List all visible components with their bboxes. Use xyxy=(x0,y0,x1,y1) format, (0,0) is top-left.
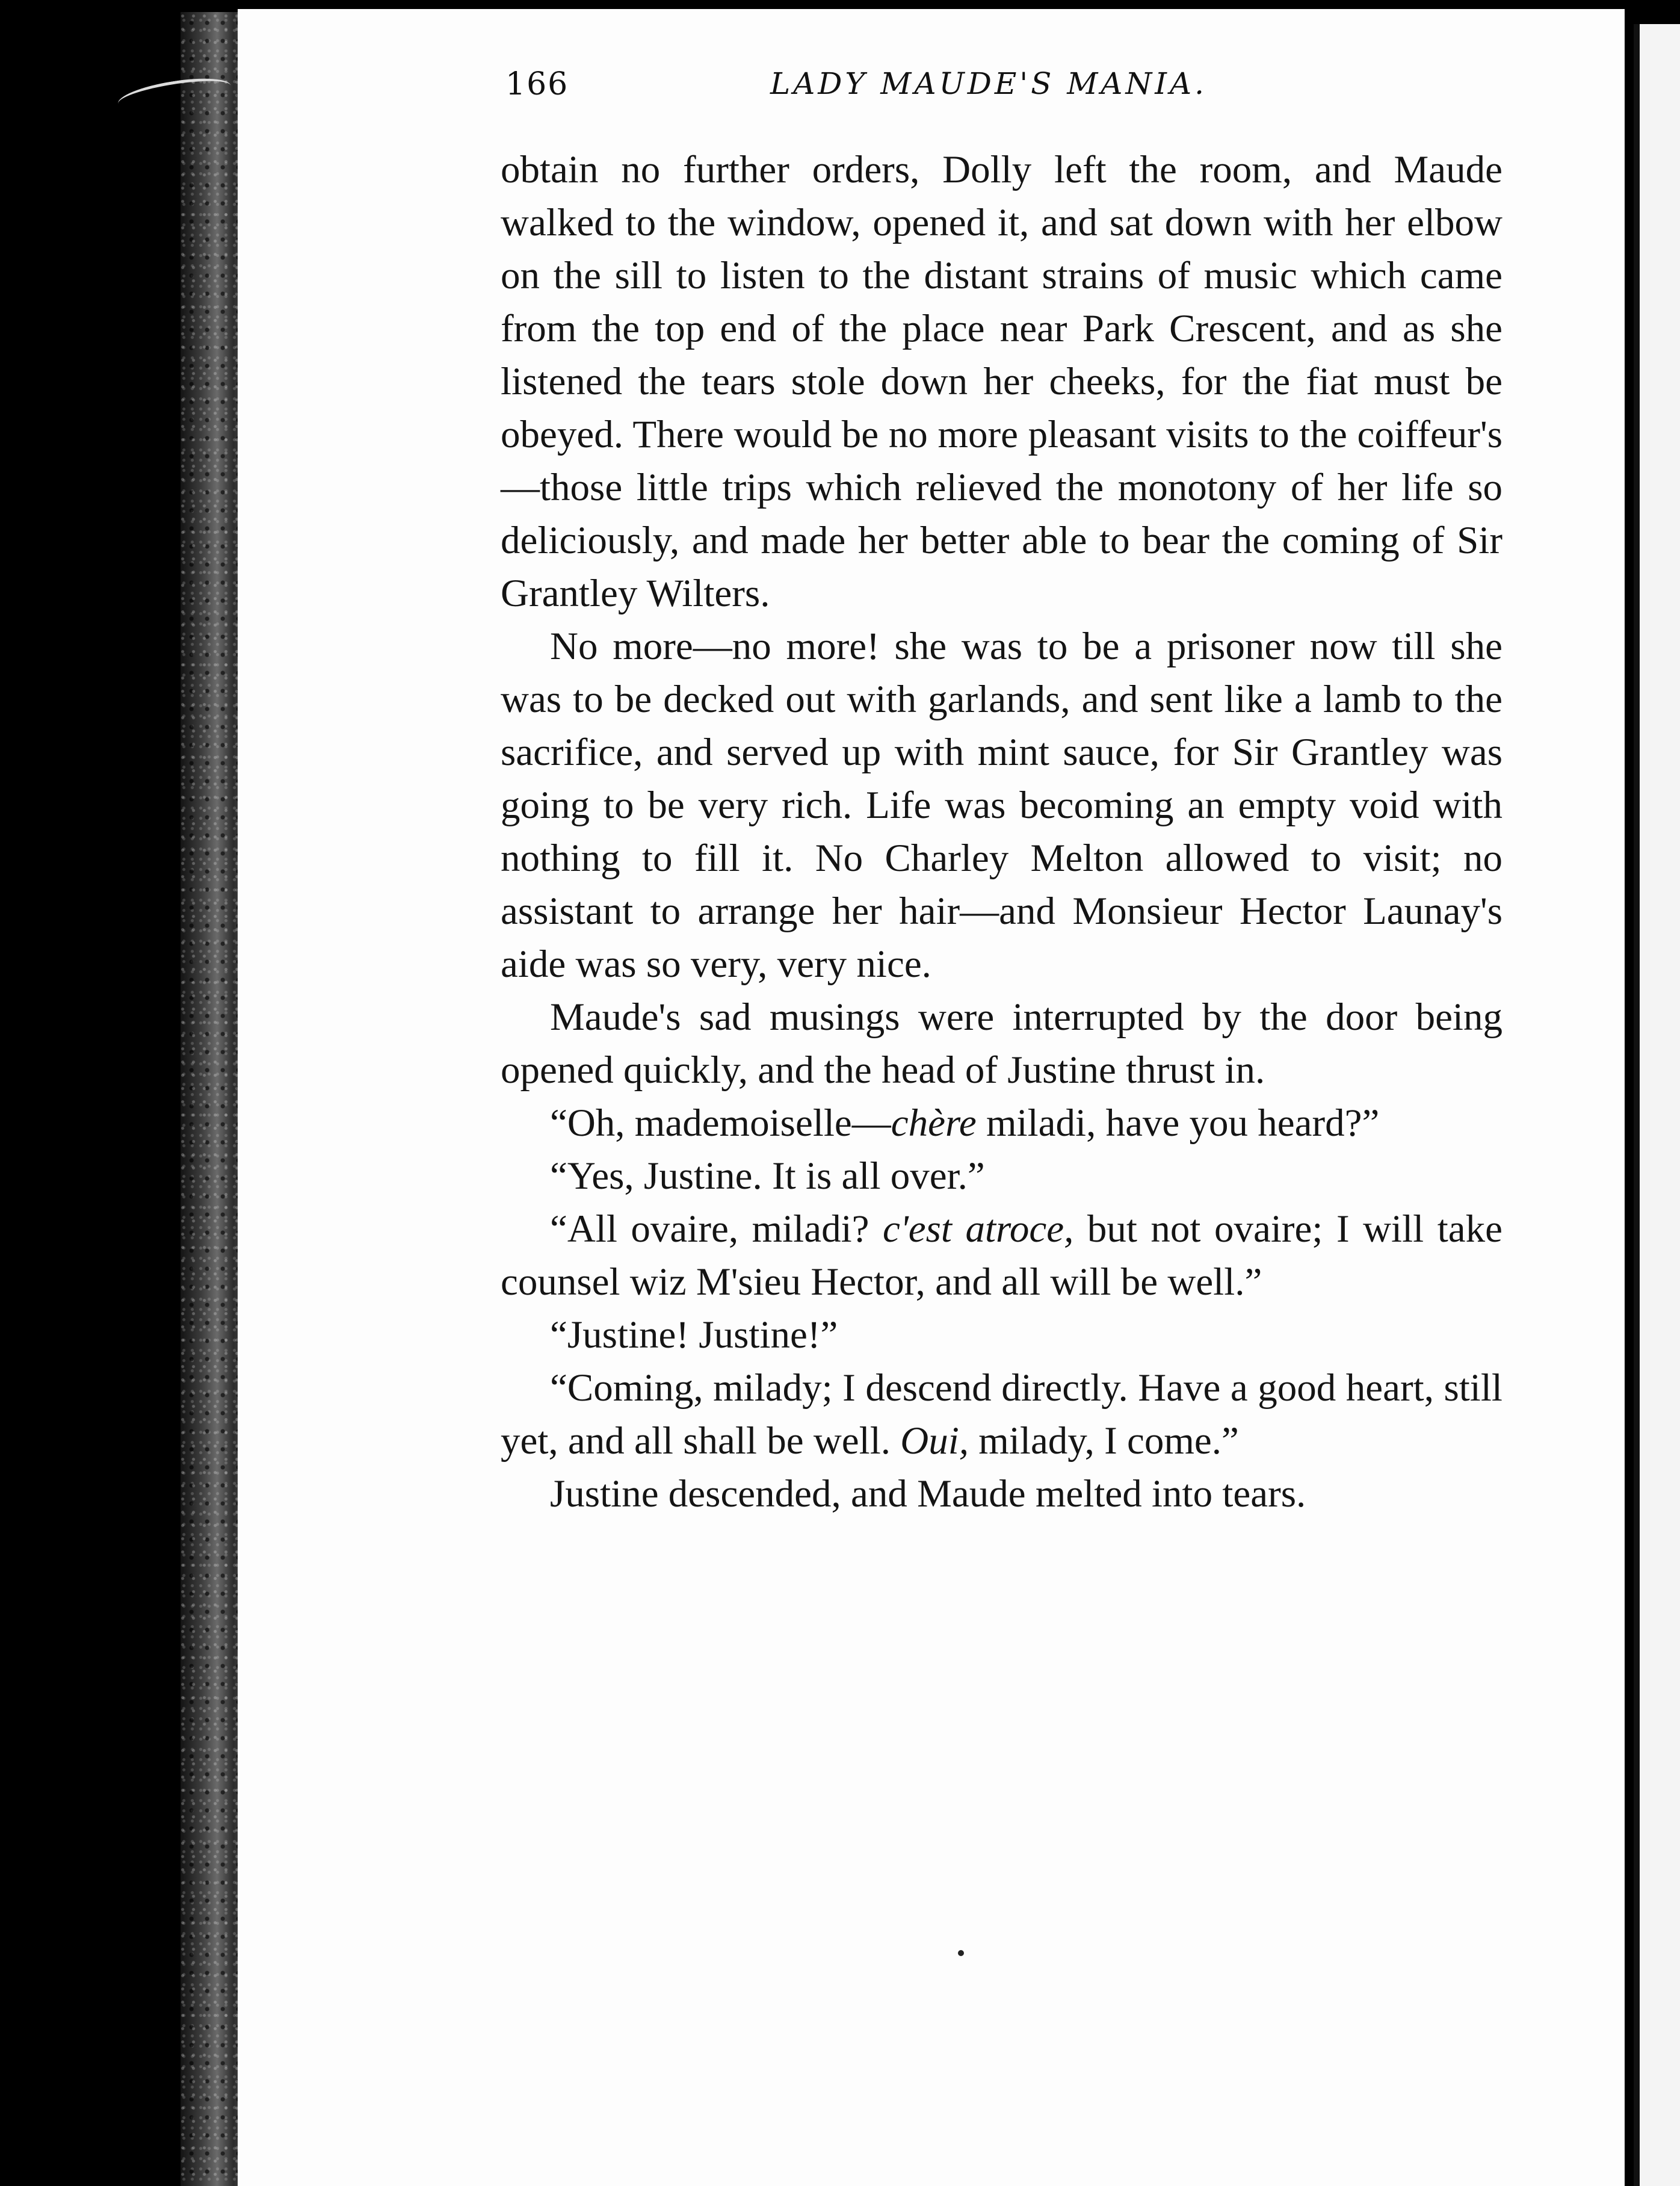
page-header xyxy=(505,66,1540,114)
dialogue-text: “Oh, mademoiselle— xyxy=(550,1101,891,1145)
page-number: 166 xyxy=(505,66,569,102)
paragraph-5: “Yes, Justine. It is all over.” xyxy=(550,1154,985,1198)
gutter-speckle xyxy=(181,12,247,2186)
dialogue-text: miladi, have you heard?” xyxy=(976,1101,1380,1145)
paragraph-3: Maude's sad musings were interrupted by the door being opened quickly, and the head of Justine thrust in. xyxy=(501,995,1502,1092)
paragraph-4 xyxy=(501,1097,1502,1150)
paragraph-7: “Justine! Justine!” xyxy=(550,1313,838,1357)
paragraph-2: No more—no more! she was to be a prisoner now till she was to be decked out with garlands, and sent like a lamb to the sacrifice, and served up with mint sauce, for Sir Grantley was going to be very rich. Life was becoming an empty void with nothing to fill it. No Charley Melton allowed to visit; no assistant to arrange her hair—and Monsieur Hector Launay's aide was so very, very nice. xyxy=(501,625,1502,986)
dialogue-text: “Coming, milady; I descend directly. Have a good heart, still yet, and all shall be well. xyxy=(501,1366,1502,1463)
ink-speck xyxy=(958,1950,964,1956)
paragraph-6 xyxy=(501,1203,1502,1308)
italic-phrase: chère xyxy=(891,1101,977,1145)
dialogue-text: but not ovaire; I will take counsel wiz M'sieu Hector, and all will be well.” xyxy=(501,1207,1502,1304)
paragraph-1: obtain no further orders, Dolly left the room, and Maude walked to the window, opened it, and sat down with her elbow on the sill to listen to the distant strains of music which came from the top end of the place near Park Crescent, and as she listened the tears stole down her cheeks, for the fiat must be obeyed. There would be no more pleasant visits to the coiffeur's—those little trips which relieved the monotony of her life so deliciously, and made her better able to bear the coming of Sir Grantley Wilters. xyxy=(501,148,1502,615)
paragraph-9: Justine descended, and Maude melted into tears. xyxy=(550,1472,1306,1516)
italic-phrase: Oui, xyxy=(900,1419,969,1463)
paragraph-8 xyxy=(501,1361,1502,1467)
italic-phrase: c'est atroce, xyxy=(883,1207,1074,1251)
dialogue-text: milady, I come.” xyxy=(969,1419,1239,1463)
next-page-edge xyxy=(1634,24,1680,2186)
running-title: LADY MAUDE'S MANIA. xyxy=(770,66,1208,101)
body-text xyxy=(501,143,1502,1520)
dialogue-text: “All ovaire, miladi? xyxy=(550,1207,883,1251)
